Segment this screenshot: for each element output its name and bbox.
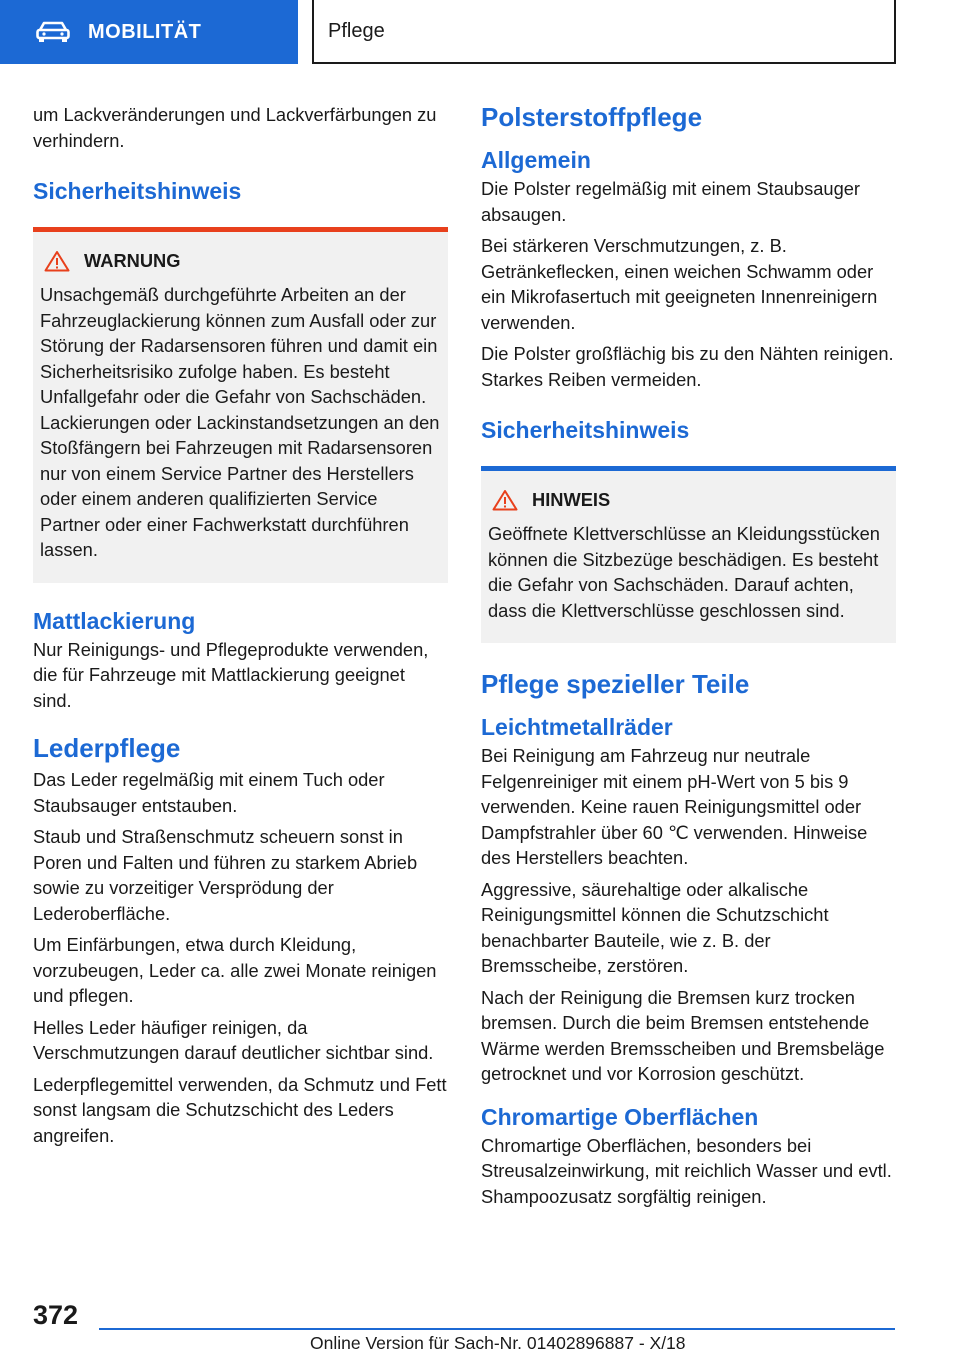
leder-heading: Lederpflege xyxy=(33,733,181,763)
warning-text: Unsachgemäß durchgeführte Arbeiten an der Fahrzeuglackierung können zum Ausfall oder zur Störung der Radarsensoren führen und damit ein Sicherheitsrisiko zufolge haben. Es besteht Unfallgefahr oder die Gefahr von Sachschäden. Lackierungen oder Lackinstandsetzungen an den Stoßfängern bei Fahrzeugen mit Radarsensoren nur von einem Service Partner des Herstellers oder einem anderen qualifizierten Service Partner oder einer Fachwerkstatt durchführen lassen. xyxy=(40,284,440,560)
footer-online-version: Online Version für Sach-Nr. 01402896887 - X/18 xyxy=(310,1333,686,1353)
leder-paragraph: Lederpflegemittel verwenden, da Schmutz und Fett sonst langsam die Schutzschicht des Leders angreifen. xyxy=(33,1073,447,1146)
leichtmetall-heading: Leichtmetallräder xyxy=(481,714,673,740)
teile-heading: Pflege spezieller Teile xyxy=(481,669,750,699)
matt-text: Nur Reinigungs- und Pflegeprodukte verwenden, die für Fahrzeuge mit Mattlackierung geeignet sind. xyxy=(33,638,429,711)
intro-paragraph: um Lackveränderungen und Lackverfärbungen zu verhindern. xyxy=(33,104,437,151)
leder-paragraph: Um Einfärbungen, etwa durch Kleidung, vorzubeugen, Leder ca. alle zwei Monate reinigen und pflegen. xyxy=(33,934,437,1006)
right-column xyxy=(481,102,896,1215)
hinweis-label: HINWEIS xyxy=(532,489,611,510)
chrom-text: Chromartige Oberflächen, besonders bei Streusalzeinwirkung, mit reichlich Wasser und evtl. Shampoozusatz sorgfältig reinigen. xyxy=(481,1134,892,1207)
section-tab-mobilitaet[interactable] xyxy=(0,0,298,64)
hinweis-box xyxy=(481,466,896,643)
leichtmetall-paragraph: Bei Reinigung am Fahrzeug nur neutrale Felgenreiniger mit einem pH-Wert von 5 bis 9 verwenden. Keine rauen Reinigungsmittel oder Dampfstrahler über 60 ℃ verwenden. Hinweise des Herstellers beachten. xyxy=(481,745,868,868)
allgemein-heading: Allgemein xyxy=(481,147,591,173)
warning-box xyxy=(33,227,448,583)
allgemein-paragraph: Die Polster regelmäßig mit einem Staubsauger absaugen. xyxy=(481,178,860,225)
section-label: MOBILITÄT xyxy=(88,20,202,43)
leichtmetall-paragraph: Nach der Reinigung die Bremsen kurz trocken bremsen. Durch die beim Bremsen entstehende Wärme werden Bremsscheiben und Bremsbeläge getrocknet und vor Korrosion geschützt. xyxy=(481,986,885,1084)
allgemein-paragraph: Bei stärkeren Verschmutzungen, z. B. Getränkeflecken, einen weichen Schwamm oder ein Mikrofasertuch mit geeigneten Innenreinigern verwenden. xyxy=(481,235,878,333)
warning-triangle-icon xyxy=(492,489,518,511)
page-number: 372 xyxy=(33,1300,79,1330)
leichtmetall-paragraph: Aggressive, säurehaltige oder alkalische Reinigungsmittel können die Schutzschicht benachbarter Bauteile, wie z. B. der Bremsscheibe, zerstören. xyxy=(481,878,829,976)
leder-paragraph: Das Leder regelmäßig mit einem Tuch oder Staubsauger entstauben. xyxy=(33,769,385,816)
warning-label: WARNUNG xyxy=(84,250,181,271)
safety-heading-right: Sicherheitshinweis xyxy=(481,417,690,443)
chrom-heading: Chromartige Oberflächen xyxy=(481,1103,759,1130)
matt-heading: Mattlackierung xyxy=(33,607,196,634)
polster-heading: Polsterstoffpflege xyxy=(481,102,703,132)
leder-paragraph: Helles Leder häufiger reinigen, da Verschmutzungen darauf deutlicher sichtbar sind. xyxy=(33,1016,434,1063)
footer-divider xyxy=(99,1328,895,1330)
page-title: Pflege xyxy=(312,0,896,64)
warning-triangle-icon xyxy=(44,250,70,272)
leder-paragraph: Staub und Straßenschmutz scheuern sonst in Poren und Falten und führen zu starkem Abrieb sowie zu vorzeitiger Versprödung der Lederoberfläche. xyxy=(33,826,418,924)
hinweis-text: Geöffnete Klettverschlüsse an Kleidungsstücken können die Sitzbezüge beschädigen. Es besteht die Gefahr von Sachschäden. Darauf achten, dass die Klettverschlüsse geschlossen sind. xyxy=(488,523,880,621)
safety-heading-left: Sicherheitshinweis xyxy=(33,178,242,204)
allgemein-paragraph: Die Polster großflächig bis zu den Nähten reinigen. Starkes Reiben vermeiden. xyxy=(481,343,894,390)
car-icon xyxy=(36,21,70,43)
left-column xyxy=(33,102,448,1154)
